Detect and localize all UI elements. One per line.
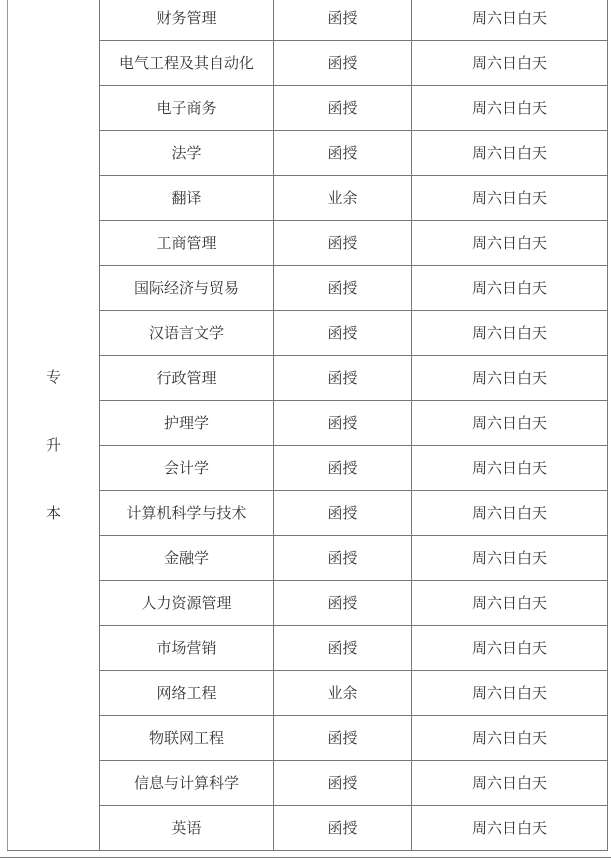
study-mode-cell: 函授 — [274, 221, 412, 266]
level-cell — [8, 0, 100, 851]
major-cell: 电子商务 — [100, 86, 274, 131]
study-mode-cell: 函授 — [274, 86, 412, 131]
study-mode-cell: 函授 — [274, 41, 412, 86]
class-time-cell: 周六日白天 — [412, 671, 608, 716]
major-cell: 法学 — [100, 131, 274, 176]
major-cell: 英语 — [100, 806, 274, 851]
study-mode-cell: 业余 — [274, 176, 412, 221]
class-time-cell: 周六日白天 — [412, 581, 608, 626]
class-time-cell: 周六日白天 — [412, 401, 608, 446]
major-cell: 行政管理 — [100, 356, 274, 401]
study-mode-cell: 函授 — [274, 716, 412, 761]
class-time-cell: 周六日白天 — [412, 716, 608, 761]
major-cell: 汉语言文学 — [100, 311, 274, 356]
study-mode-cell: 函授 — [274, 446, 412, 491]
table-row — [8, 0, 608, 41]
class-time-cell: 周六日白天 — [412, 356, 608, 401]
class-time-cell: 周六日白天 — [412, 311, 608, 356]
study-mode-cell: 函授 — [274, 266, 412, 311]
study-mode-cell: 函授 — [274, 401, 412, 446]
major-cell: 护理学 — [100, 401, 274, 446]
major-cell: 物联网工程 — [100, 716, 274, 761]
study-mode-cell: 函授 — [274, 626, 412, 671]
class-time-cell: 周六日白天 — [412, 176, 608, 221]
class-time-cell: 周六日白天 — [412, 41, 608, 86]
class-time-cell: 周六日白天 — [412, 446, 608, 491]
level-label — [44, 343, 64, 547]
bottom-divider — [0, 857, 611, 858]
class-time-cell: 周六日白天 — [412, 266, 608, 311]
level-char: 专 — [45, 368, 61, 386]
study-mode-cell: 函授 — [274, 491, 412, 536]
class-time-cell: 周六日白天 — [412, 86, 608, 131]
program-table-body — [8, 0, 608, 851]
major-cell: 金融学 — [100, 536, 274, 581]
study-mode-cell: 业余 — [274, 671, 412, 716]
study-mode-cell: 函授 — [274, 581, 412, 626]
study-mode-cell: 函授 — [274, 806, 412, 851]
class-time-cell: 周六日白天 — [412, 0, 608, 41]
class-time-cell: 周六日白天 — [412, 131, 608, 176]
study-mode-cell: 函授 — [274, 131, 412, 176]
major-cell: 翻译 — [100, 176, 274, 221]
major-cell: 计算机科学与技术 — [100, 491, 274, 536]
major-cell: 电气工程及其自动化 — [100, 41, 274, 86]
major-cell: 市场营销 — [100, 626, 274, 671]
major-cell: 会计学 — [100, 446, 274, 491]
class-time-cell: 周六日白天 — [412, 536, 608, 581]
major-cell: 工商管理 — [100, 221, 274, 266]
study-mode-cell: 函授 — [274, 536, 412, 581]
major-cell: 人力资源管理 — [100, 581, 274, 626]
major-cell: 国际经济与贸易 — [100, 266, 274, 311]
class-time-cell: 周六日白天 — [412, 221, 608, 266]
study-mode-cell: 函授 — [274, 761, 412, 806]
study-mode-cell: 函授 — [274, 311, 412, 356]
class-time-cell: 周六日白天 — [412, 626, 608, 671]
major-cell: 网络工程 — [100, 671, 274, 716]
study-mode-cell: 函授 — [274, 356, 412, 401]
study-mode-cell: 函授 — [274, 0, 412, 41]
major-cell: 信息与计算科学 — [100, 761, 274, 806]
level-char: 升 — [45, 436, 61, 454]
class-time-cell: 周六日白天 — [412, 761, 608, 806]
class-time-cell: 周六日白天 — [412, 491, 608, 536]
class-time-cell: 周六日白天 — [412, 806, 608, 851]
major-cell: 财务管理 — [100, 0, 274, 41]
program-table — [7, 0, 608, 851]
level-char: 本 — [45, 504, 61, 522]
